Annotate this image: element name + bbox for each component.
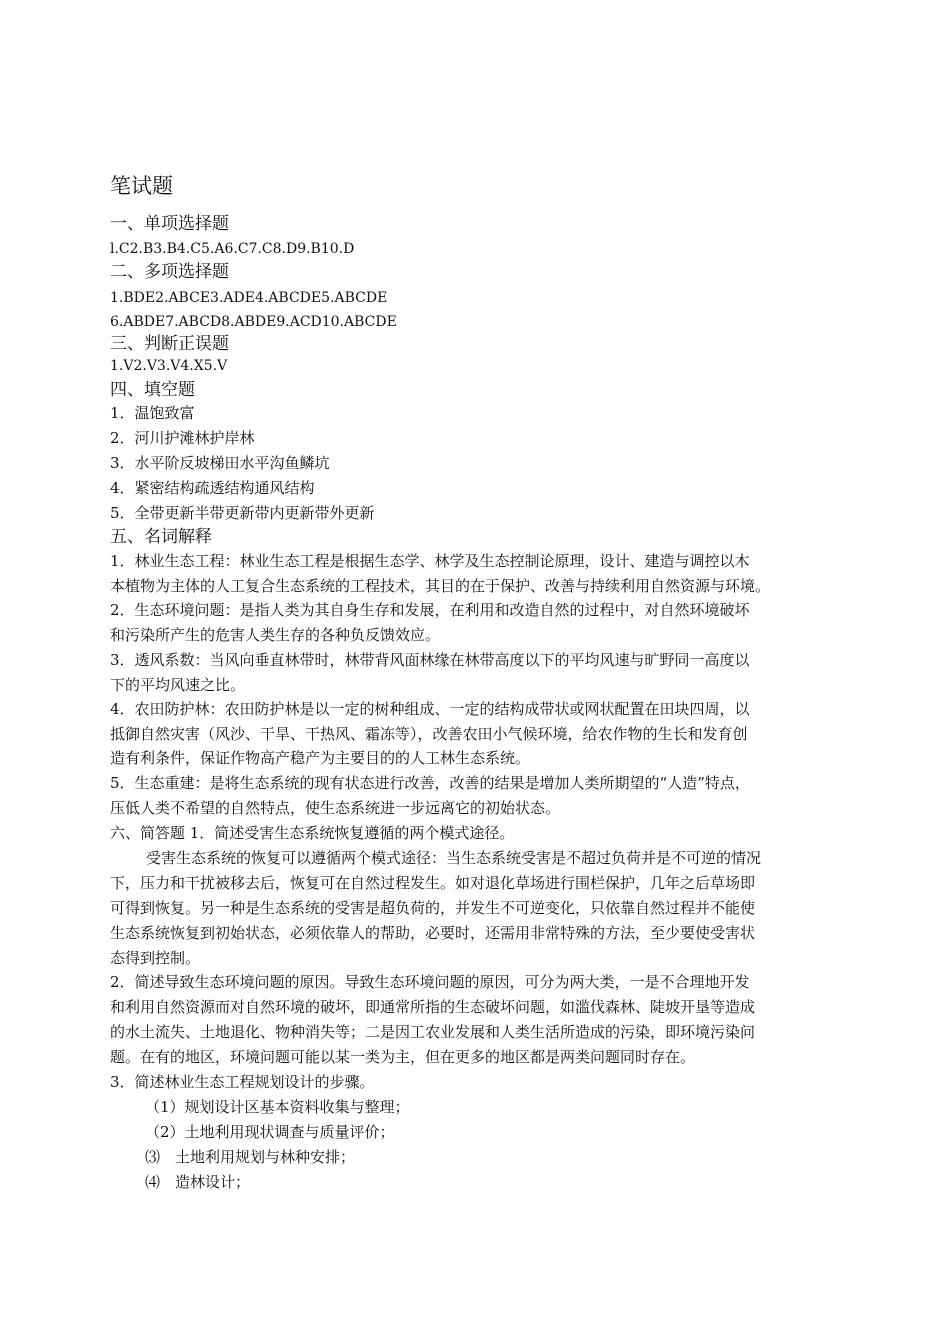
single-choice-answers: l.C2.B3.B4.C5.A6.C7.C8.D9.B10.D [110, 241, 355, 257]
answer-2-line: 和利用自然资源而对自然环境的破坏，即通常所指的生态破坏问题，如滥伐森林、陡坡开垦等造成 [110, 998, 756, 1016]
section-multi-choice-heading: 二、多项选择题 [110, 262, 229, 282]
definition-line: 4．农田防护林：农田防护林是以一定的树种组成、一定的结构成带状或网状配置在田块四周，以 [110, 700, 750, 718]
step-item: （1）规划设计区基本资料收集与整理； [145, 1098, 410, 1116]
definition-line: 造有利条件，保证作物高产稳产为主要目的的人工林生态系统。 [110, 749, 531, 767]
answer-2-line: 题。在有的地区，环境问题可能以某一类为主，但在更多的地区都是两类问题同时存在。 [110, 1048, 696, 1066]
definition-line: 下的平均风速之比。 [110, 676, 246, 694]
answer-1-line: 受害生态系统的恢复可以遵循两个模式途径：当生态系统受害是不超过负荷并是不可逆的情况 [146, 849, 762, 867]
answer-1-line: 生态系统恢复到初始状态，必须依靠人的帮助，必要时，还需用非常特殊的方法，至少要使受害状 [110, 924, 756, 942]
definition-line: 2．生态环境问题：是指人类为其自身生存和发展，在利用和改造自然的过程中，对自然环境破坏 [110, 601, 750, 619]
step-item: ⑶ 土地利用规划与林种安排； [145, 1148, 356, 1166]
multi-choice-answers-2: 6.ABDE7.ABCD8.ABDE9.ACD10.ABCDE [110, 314, 397, 330]
section-true-false-heading: 三、判断正误题 [110, 334, 229, 354]
page-title: 笔试题 [110, 174, 173, 198]
answer-1-line: 态得到控制。 [110, 949, 201, 967]
fill-blank-item: 5．全带更新半带更新带内更新带外更新 [110, 504, 375, 522]
answer-1-line: 下，压力和干扰被移去后，恢复可在自然过程发生。如对退化草场进行围栏保护，几年之后草场即 [110, 874, 756, 892]
question-3-line: 3．简述林业生态工程规划设计的步骤。 [110, 1073, 375, 1091]
definition-line: 本植物为主体的人工复合生态系统的工程技术，其目的在于保护、改善与持续利用自然资源与环境。 [110, 577, 771, 595]
definition-line: 5．生态重建：是将生态系统的现有状态进行改善，改善的结果是增加人类所期望的“人造”特点， [110, 774, 750, 792]
definition-line: 和污染所产生的危害人类生存的各种负反馈效应。 [110, 626, 441, 644]
fill-blank-item: 2．河川护滩林护岸林 [110, 429, 255, 447]
multi-choice-answers-1: 1.BDE2.ABCE3.ADE4.ABCDE5.ABCDE [110, 290, 388, 306]
definition-line: 1．林业生态工程：林业生态工程是根据生态学、林学及生态控制论原理，设计、建造与调控以木 [110, 552, 750, 570]
fill-blank-item: 1．温饱致富 [110, 404, 195, 422]
definition-line: 压低人类不希望的自然特点，使生态系统进一步远离它的初始状态。 [110, 799, 561, 817]
section-fill-blank-heading: 四、填空题 [110, 380, 195, 400]
fill-blank-item: 3．水平阶反坡梯田水平沟鱼鳞坑 [110, 454, 330, 472]
section-definitions-heading: 五、名词解释 [110, 527, 212, 547]
fill-blank-item: 4．紧密结构疏透结构通风结构 [110, 479, 315, 497]
definition-line: 3．透风系数：当风向垂直林带时，林带背风面林缘在林带高度以下的平均风速与旷野同一高度以 [110, 651, 750, 669]
section-short-answer-heading: 六、简答题 1．简述受害生态系统恢复遵循的两个模式途径。 [110, 824, 515, 842]
step-item: （2）土地利用现状调查与质量评价； [145, 1123, 395, 1141]
answer-2-line: 的水土流失、土地退化、物种消失等；二是因工农业发展和人类生活所造成的污染，即环境污染问 [110, 1023, 756, 1041]
true-false-answers: 1.V2.V3.V4.X5.V [110, 358, 228, 374]
answer-2-line: 2．简述导致生态环境问题的原因。导致生态环境问题的原因，可分为两大类，一是不合理地开发 [110, 973, 750, 991]
step-item: ⑷ 造林设计； [145, 1173, 251, 1191]
definition-line: 抵御自然灾害（风沙、干旱、干热风、霜冻等），改善农田小气候环境，给农作物的生长和发育创 [110, 725, 748, 743]
section-single-choice-heading: 一、单项选择题 [110, 214, 229, 234]
answer-1-line: 可得到恢复。另一种是生态系统的受害是超负荷的，并发生不可逆变化，只依靠自然过程并不能使 [110, 899, 756, 917]
